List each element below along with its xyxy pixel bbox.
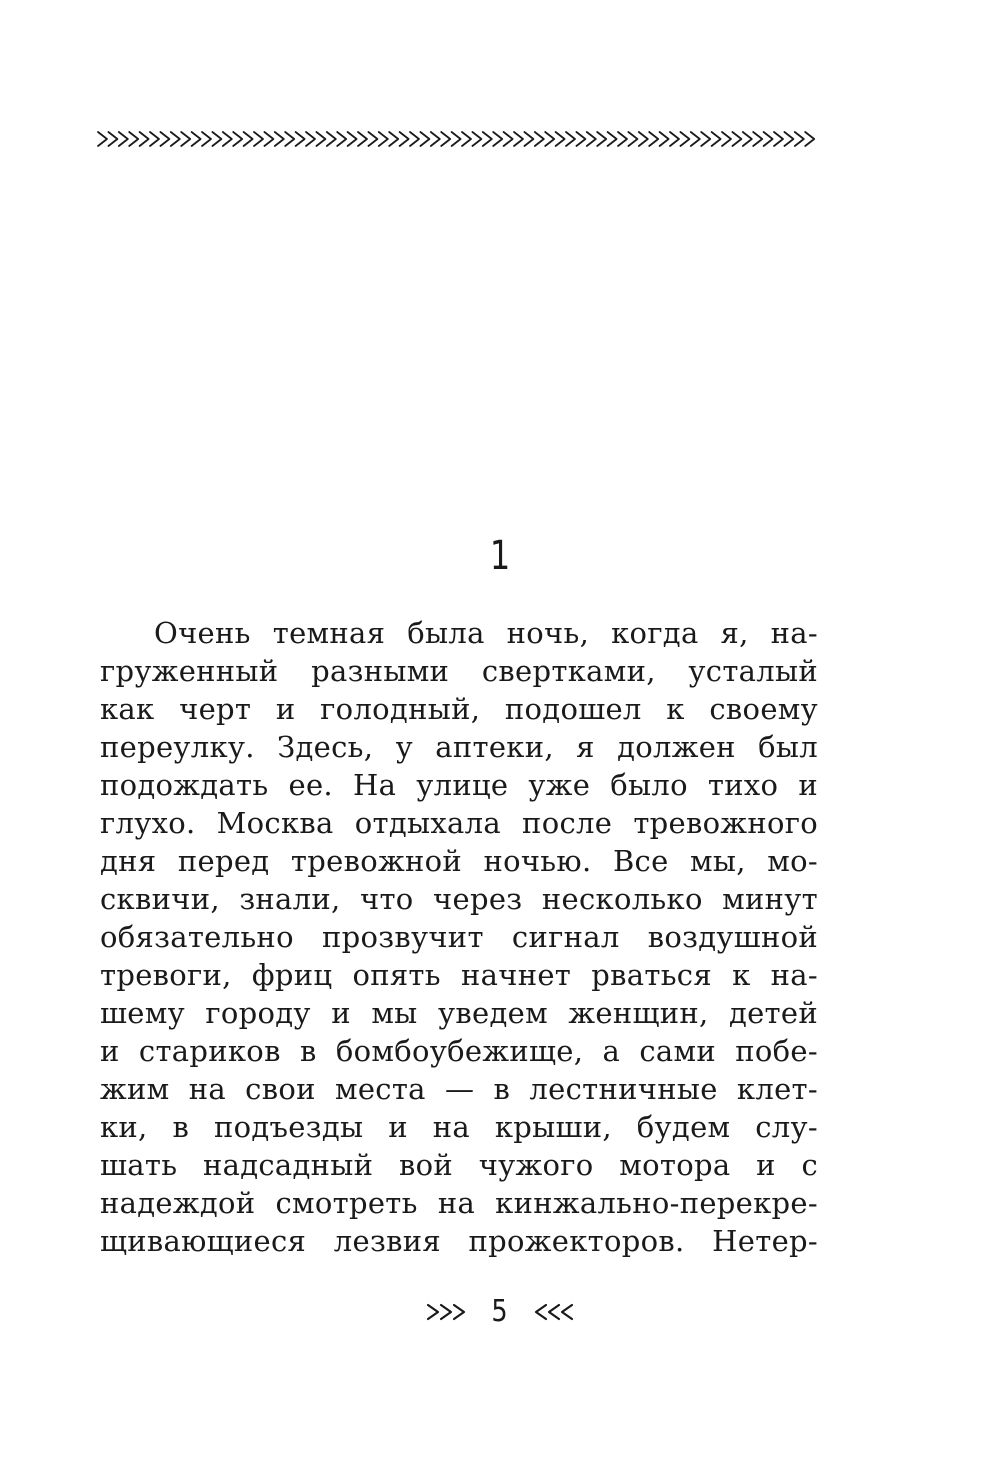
page-footer bbox=[0, 1292, 1000, 1332]
text-line: шать надсадный вой чужого мотора и с bbox=[100, 1148, 818, 1182]
text-line: шему городу и мы уведем женщин, детей bbox=[100, 996, 818, 1030]
text-line: щивающиеся лезвия прожекторов. Нетер- bbox=[100, 1224, 818, 1258]
chapter-text bbox=[100, 614, 818, 1260]
text-line: сквичи, знали, что через несколько минут bbox=[100, 882, 818, 916]
text-line: переулку. Здесь, у аптеки, я должен был bbox=[100, 730, 818, 764]
text-line: надеждой смотреть на кинжально-перекре- bbox=[100, 1186, 818, 1220]
text-line: жим на свои места — в лестничные клет- bbox=[100, 1072, 818, 1106]
chevron-row-icon bbox=[96, 126, 820, 152]
text-line: обязательно прозвучит сигнал воздушной bbox=[100, 920, 818, 954]
page-number: 5 bbox=[491, 1294, 509, 1329]
text-line: как черт и голодный, подошел к своему bbox=[100, 692, 818, 726]
triple-chevron-left-icon bbox=[528, 1300, 574, 1324]
text-line: Очень темная была ночь, когда я, на- bbox=[154, 616, 818, 650]
triple-chevron-right-icon bbox=[426, 1300, 472, 1324]
text-line: груженный разными свертками, усталый bbox=[100, 654, 818, 688]
text-line: подождать ее. На улице уже было тихо и bbox=[100, 768, 818, 802]
text-line: и стариков в бомбоубежище, а сами побе- bbox=[100, 1034, 818, 1068]
chapter-number: 1 bbox=[489, 533, 511, 579]
text-line: ки, в подъезды и на крыши, будем слу- bbox=[100, 1110, 818, 1144]
text-line: дня перед тревожной ночью. Все мы, мо- bbox=[100, 844, 818, 878]
text-line: глухо. Москва отдыхала после тревожного bbox=[100, 806, 818, 840]
text-line: тревоги, фриц опять начнет рваться к на- bbox=[100, 958, 818, 992]
